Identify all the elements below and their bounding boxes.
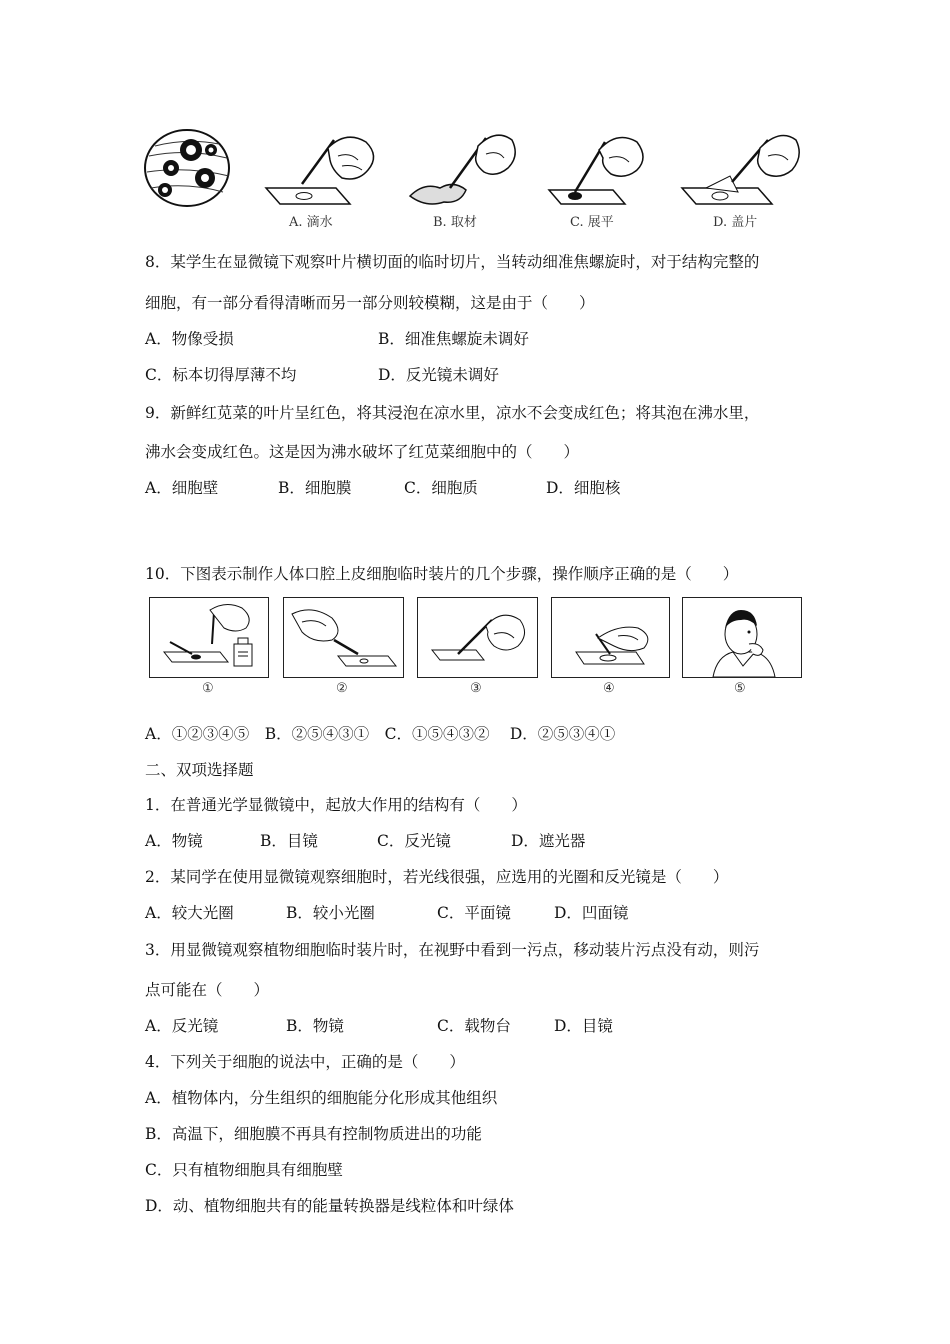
step-d-covering-figure — [676, 126, 806, 210]
double-question-3-option-c: C．载物台 — [437, 1017, 511, 1035]
step-b-taking-material-figure — [404, 126, 519, 210]
section-2-title: 二、双项选择题 — [145, 761, 254, 779]
step-4-label: ④ — [603, 681, 615, 696]
double-question-1-option-a: A．物镜 — [145, 832, 203, 850]
step-3-figure — [417, 597, 538, 678]
question-8-option-c: C．标本切得厚薄不均 — [145, 366, 297, 384]
figure-caption-d: D. 盖片 — [713, 215, 758, 230]
double-question-3-stem-line1: 3．用显微镜观察植物细胞临时装片时，在视野中看到一污点，移动装片污点没有动，则污 — [145, 941, 760, 959]
step-2-label: ② — [336, 681, 348, 696]
question-8-option-b: B．细准焦螺旋未调好 — [378, 330, 529, 348]
double-question-2-option-b: B．较小光圈 — [286, 904, 375, 922]
step-5-label: ⑤ — [734, 681, 746, 696]
question-9-option-a: A．细胞壁 — [145, 479, 219, 497]
figure-caption-a: A. 滴水 — [289, 215, 333, 230]
double-question-4-option-d: D．动、植物细胞共有的能量转换器是线粒体和叶绿体 — [145, 1197, 514, 1215]
double-question-3-option-a: A．反光镜 — [145, 1017, 219, 1035]
question-9-option-d: D．细胞核 — [546, 479, 621, 497]
step-c-spreading-figure — [543, 126, 653, 210]
double-question-2-option-a: A．较大光圈 — [145, 904, 234, 922]
double-question-1-option-b: B．目镜 — [260, 832, 318, 850]
question-9-stem-line2: 沸水会变成红色。这是因为沸水破坏了红苋菜细胞中的（ ） — [145, 443, 580, 461]
double-question-3-stem-line2: 点可能在（ ） — [145, 981, 270, 999]
double-question-1-option-d: D．遮光器 — [511, 832, 586, 850]
question-8-stem-line1: 8．某学生在显微镜下观察叶片横切面的临时切片，当转动细准焦螺旋时，对于结构完整的 — [145, 253, 760, 271]
step-3-label: ③ — [470, 681, 482, 696]
question-10-stem: 10．下图表示制作人体口腔上皮细胞临时装片的几个步骤，操作顺序正确的是（ ） — [145, 565, 739, 583]
step-2-figure — [283, 597, 404, 678]
question-10-options: A．①②③④⑤ B．②⑤④③① C．①⑤④③② D．②⑤③④① — [145, 725, 616, 743]
double-question-1-stem: 1．在普通光学显微镜中，起放大作用的结构有（ ） — [145, 796, 527, 814]
double-question-4-option-a: A．植物体内，分生组织的细胞能分化形成其他组织 — [145, 1089, 498, 1107]
double-question-3-option-d: D．目镜 — [554, 1017, 613, 1035]
question-8-option-a: A．物像受损 — [145, 330, 234, 348]
double-question-4-option-b: B．高温下，细胞膜不再具有控制物质进出的功能 — [145, 1125, 482, 1143]
question-9-stem-line1: 9．新鲜红苋菜的叶片呈红色，将其浸泡在凉水里，凉水不会变成红色；将其泡在沸水里， — [145, 404, 760, 422]
double-question-4-option-c: C．只有植物细胞具有细胞壁 — [145, 1161, 343, 1179]
question-8-stem-line2: 细胞，有一部分看得清晰而另一部分则较模糊，这是由于（ ） — [145, 294, 595, 312]
double-question-4-stem: 4．下列关于细胞的说法中，正确的是（ ） — [145, 1053, 465, 1071]
figure-caption-b: B. 取材 — [433, 215, 477, 230]
figure-caption-c: C. 展平 — [570, 215, 614, 230]
double-question-1-option-c: C．反光镜 — [377, 832, 451, 850]
step-5-figure — [682, 597, 802, 678]
question-9-option-c: C．细胞质 — [404, 479, 478, 497]
step-a-dropping-water-figure — [258, 126, 383, 210]
step-4-figure — [551, 597, 670, 678]
microscope-view-figure — [143, 128, 233, 208]
double-question-3-option-b: B．物镜 — [286, 1017, 344, 1035]
double-question-2-stem: 2．某同学在使用显微镜观察细胞时，若光线很强，应选用的光圈和反光镜是（ ） — [145, 868, 729, 886]
question-9-option-b: B．细胞膜 — [278, 479, 352, 497]
question-8-option-d: D．反光镜未调好 — [378, 366, 499, 384]
double-question-2-option-d: D．凹面镜 — [554, 904, 629, 922]
step-1-figure — [149, 597, 269, 678]
double-question-2-option-c: C．平面镜 — [437, 904, 511, 922]
step-1-label: ① — [202, 681, 214, 696]
